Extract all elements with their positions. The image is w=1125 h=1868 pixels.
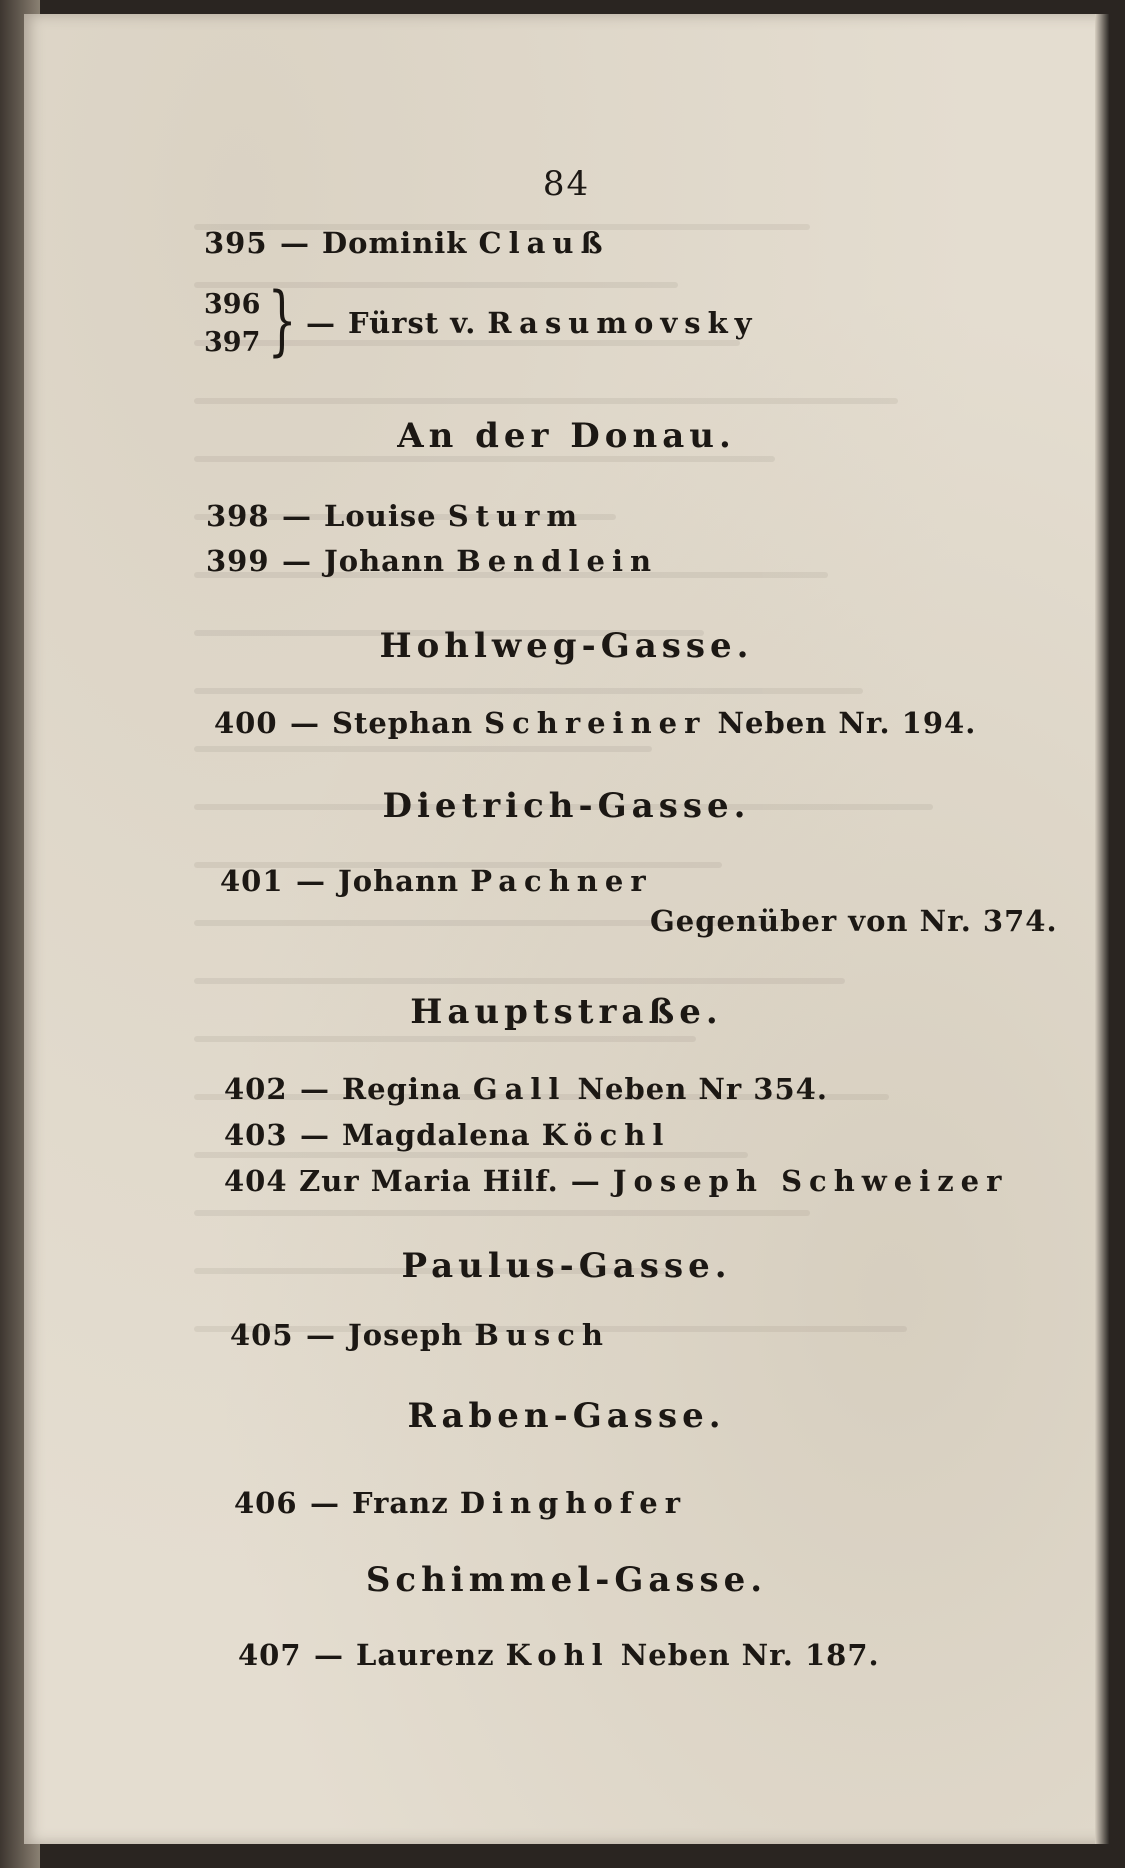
separator: — [296, 864, 326, 898]
separator: — [314, 1638, 344, 1672]
location-note: Neben Nr 354. [577, 1072, 828, 1106]
owner-last-name: Schreiner [484, 706, 707, 740]
house-number: 398 [206, 499, 270, 533]
section-heading: Raben-Gasse. [407, 1396, 726, 1436]
owner-last-name: Gall [472, 1072, 567, 1106]
separator: — [570, 1164, 601, 1198]
section-heading: Schimmel-Gasse. [365, 1560, 768, 1600]
owner-last-name: Busch [474, 1318, 610, 1352]
section-heading: Hauptstraße. [410, 992, 723, 1032]
owner-first-name: Franz [352, 1486, 449, 1520]
separator: — [282, 544, 312, 578]
owner-first-name: Johann [324, 544, 446, 578]
owner-first-name: Magdalena [342, 1118, 531, 1152]
entry-line [220, 864, 653, 898]
location-note-line [650, 904, 1058, 938]
separator: — [290, 706, 320, 740]
owner-last-name: Dinghofer [459, 1486, 687, 1520]
owner-name: Joseph Schweizer [612, 1164, 1009, 1198]
section-heading: Paulus-Gasse. [401, 1246, 732, 1286]
owner-last-name: Clauß [478, 226, 610, 260]
entry-line [204, 226, 610, 260]
owner-first-name: Joseph [348, 1318, 464, 1352]
location-note: Neben Nr. 187. [620, 1638, 880, 1672]
separator: — [306, 1318, 336, 1352]
separator: — [300, 1118, 330, 1152]
house-sign-name: Zur Maria Hilf. [299, 1164, 559, 1198]
owner-first-name: Dominik [322, 226, 468, 260]
section-heading: Hohlweg-Gasse. [379, 626, 754, 666]
curly-brace-icon: } [267, 275, 297, 364]
book-page [24, 14, 1109, 1844]
entry-line [238, 1638, 880, 1672]
entry-line [224, 1072, 828, 1106]
location-note: Neben Nr. 194. [717, 706, 977, 740]
house-number: 403 [224, 1118, 288, 1152]
section-heading: Dietrich-Gasse. [382, 786, 751, 826]
page-number: 84 [542, 164, 591, 204]
owner-last-name: Köchl [541, 1118, 671, 1152]
house-number: 397 [204, 327, 261, 358]
owner-first-name: Stephan [332, 706, 474, 740]
location-note: Gegenüber von Nr. 374. [650, 904, 1058, 938]
house-number: 405 [230, 1318, 294, 1352]
owner-first-name: Louise [324, 499, 437, 533]
separator: — [300, 1072, 330, 1106]
house-number: 399 [206, 544, 270, 578]
house-number: 406 [234, 1486, 298, 1520]
page-edge-shadow [1095, 14, 1109, 1844]
house-number: 401 [220, 864, 284, 898]
page-content [24, 14, 1109, 1844]
owner-last-name: Sturm [447, 499, 585, 533]
separator: — [280, 226, 310, 260]
owner-first-name: Laurenz [356, 1638, 495, 1672]
house-number: 396 [204, 289, 261, 320]
entry-line [214, 706, 976, 740]
owner-last-name: Pachner [470, 864, 653, 898]
brace-entry-text [294, 306, 759, 340]
separator: — [306, 306, 336, 340]
entry-line [224, 1164, 1008, 1198]
owner-first-name: Johann [338, 864, 460, 898]
entry-line [206, 544, 658, 578]
house-number: 402 [224, 1072, 288, 1106]
section-heading: An der Donau. [397, 416, 736, 456]
separator: — [282, 499, 312, 533]
owner-last-name: Kohl [505, 1638, 610, 1672]
house-number: 400 [214, 706, 278, 740]
owner-first-name: Fürst v. [348, 306, 477, 340]
owner-first-name: Regina [342, 1072, 462, 1106]
entry-line [224, 1118, 670, 1152]
entry-line [206, 499, 584, 533]
house-number: 407 [238, 1638, 302, 1672]
separator: — [310, 1486, 340, 1520]
owner-last-name: Bendlein [456, 544, 659, 578]
house-number: 395 [204, 226, 268, 260]
house-number: 404 [224, 1164, 288, 1198]
entry-line [230, 1318, 610, 1352]
brace-numbers [204, 286, 260, 362]
entry-line [234, 1486, 687, 1520]
owner-last-name: Rasumovsky [487, 306, 759, 340]
